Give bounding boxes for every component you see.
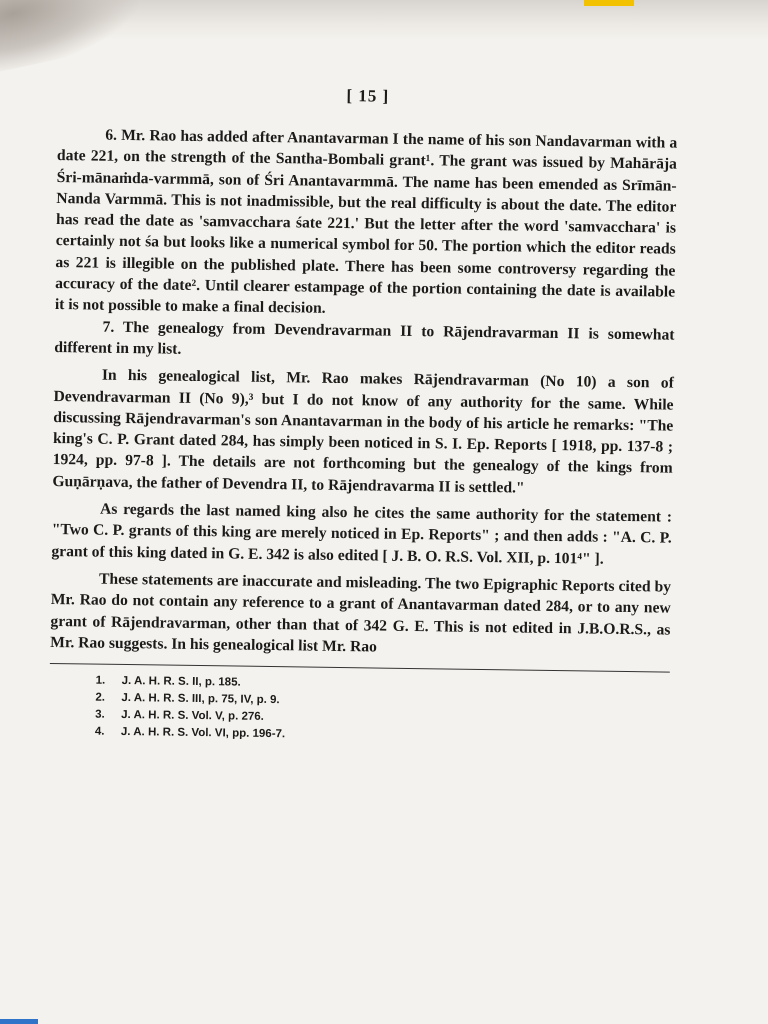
footnote-text: J. A. H. R. S. II, p. 185. <box>121 675 241 689</box>
yellow-tab-mark <box>584 0 634 6</box>
paragraph-7: 7. The genealogy from Devendravarman II to Rājendravarman II is somewhat different in my list. <box>54 318 675 358</box>
blue-edge-mark <box>0 1019 38 1024</box>
page-number: [ 15 ] <box>346 86 390 106</box>
footnote-number: 4. <box>94 725 105 738</box>
footnote-text: J. A. H. R. S. III, p. 75, IV, p. 9. <box>121 692 280 707</box>
footnote-number: 1. <box>95 674 106 687</box>
paragraph-genealogical-list: In his genealogical list, Mr. Rao makes Rājendravarman (No 10) a son of Devendravarman II (No 9),³ but I do not know of any authority for the same. While discussing Rājendravarman's son Anantavarman in the body of his article he remarks: "The king's C. P. Grant dated 284, has simply been noticed in S. I. Ep. Reports [ 1918, pp. 137-8 ; 1924, pp. 97-8 ]. The details are not forthcoming but the genealogy of the kings from Guṇārṇava, the father of Devendra II, to Rājendravarma II is settled." <box>52 366 674 497</box>
paragraph-statements: These statements are inaccurate and misleading. The two Epigraphic Reports cited by Mr. Rao do not contain any reference to a grant of Anantavarman dated 284, or to any new grant of Rājendravarman, other than that of 342 G. E. This is not edited in J.B.O.R.S., as Mr. Rao suggests. In his genealogical list Mr. Rao <box>50 570 672 656</box>
footnote-text: J. A. H. R. S. Vol. VI, pp. 196-7. <box>120 726 286 741</box>
footnote-divider <box>50 663 670 673</box>
footnote-number: 3. <box>95 708 105 721</box>
paragraph-6: 6. Mr. Rao has added after Anantavarman I the name of his son Nandavarman with a date 221, on the strength of the Santha-Bombali grant¹. The grant was issued by Mahārāja Śri-mānaṁda-varmmā, son of Śri Anantavarmmā. The name has been emended as Srīmān-Nanda Varmmā. This is not inadmissible, but the real difficulty is about the date. The editor has read the date as 'samvacchara śate 221.' But the letter after the word 'samvacchara' is certainly not śa but looks like a numerical symbol for 50. The portion which the editor reads as 221 is illegible on the published plate. There has been some controversy regarding the accuracy of the date². Until clearer estampage of the portion containing the date is available it is not possible to make a final decision. <box>54 126 678 318</box>
paragraph-last-king: As regards the last named king also he cites the same authority for the statement : "Two C. P. grants of this king are merely noticed in Ep. Reports" ; and then adds : "A. C. P. grant of this king dated in G. E. 342 is also edited [ J. B. O. R.S. Vol. XII, p. 101⁴" ]. <box>51 500 673 568</box>
footnote-text: J. A. H. R. S. Vol. V, p. 276. <box>121 709 264 724</box>
photo-shadow-corner <box>0 0 147 78</box>
footnote-list <box>49 672 670 749</box>
footnote-number: 2. <box>95 691 106 704</box>
book-page <box>49 82 678 749</box>
